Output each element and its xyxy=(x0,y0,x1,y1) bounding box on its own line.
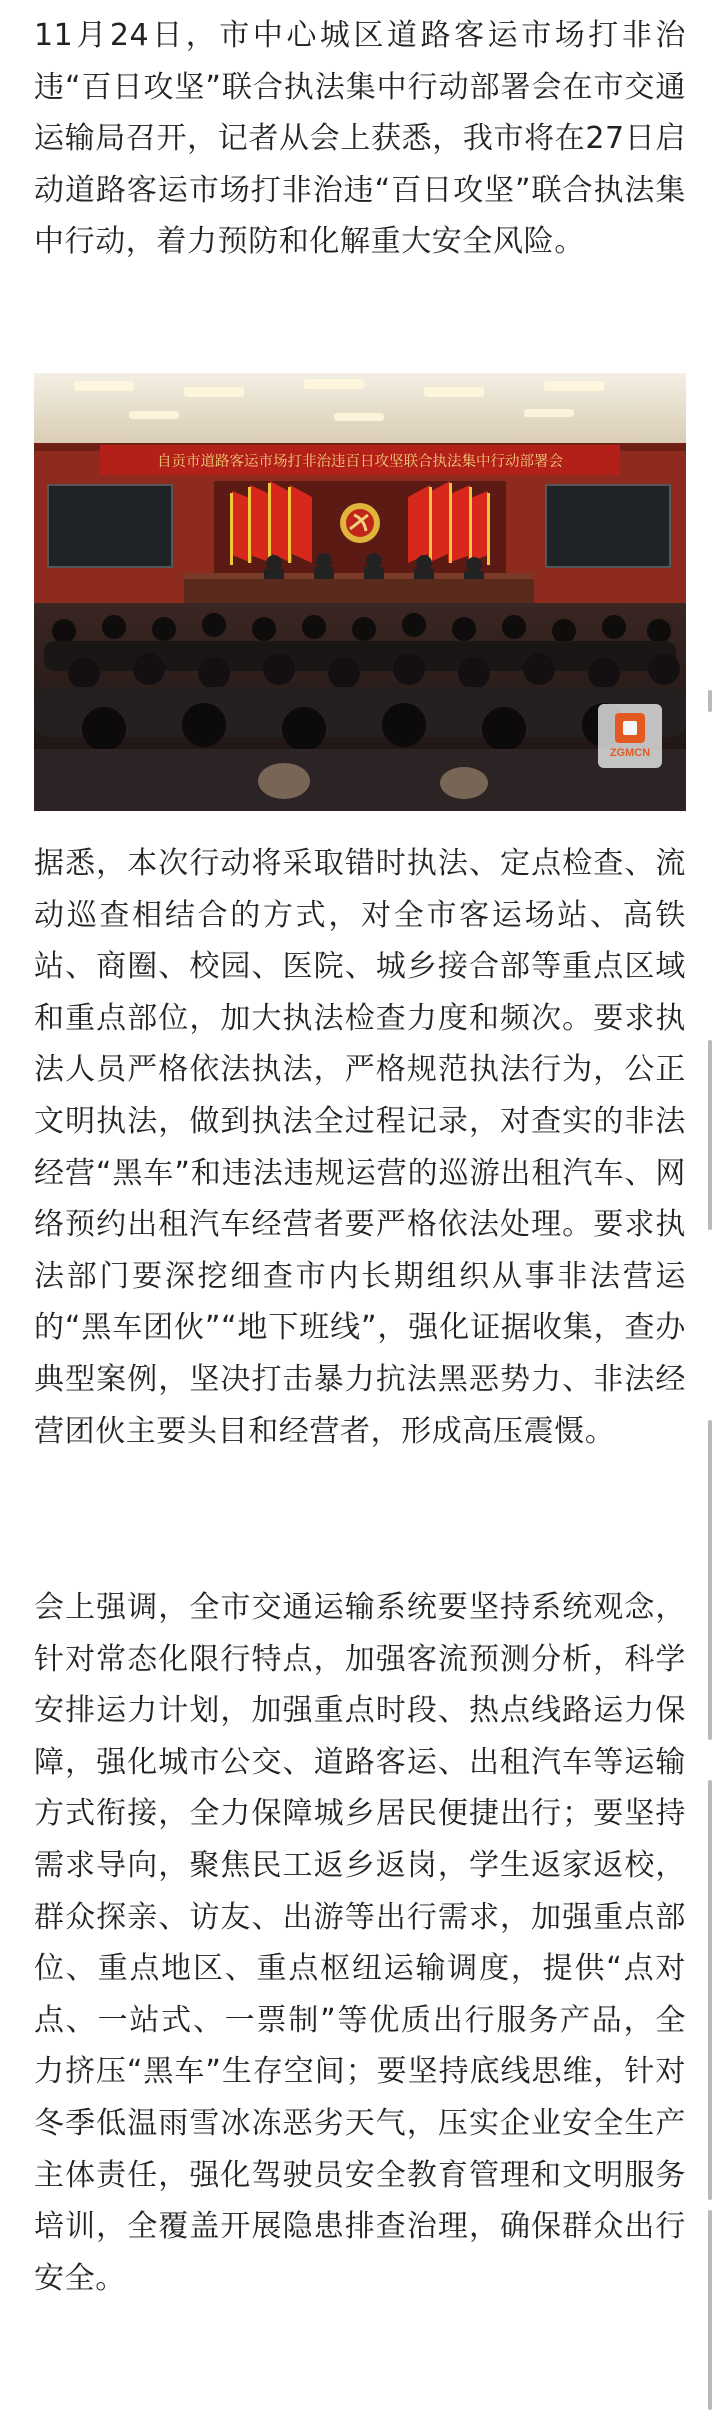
article-paragraph-2: 据悉，本次行动将采取错时执法、定点检查、流动巡查相结合的方式，对全市客运场站、高铁站、商圈、校园、医院、城乡接合部等重点区域和重点部位，加大执法检查力度和频次。要求执法人员严格依法执法，严格规范执法行为，公正文明执法，做到执法全过程记录，对查实的非法经营“黑车”和违法违规运营的巡游出租汽车、网络预约出租汽车经营者要严格依法处理。要求执法部门要深挖细查市内长期组织从事非法营运的“黑车团伙”“地下班线”，强化证据收集，查办典型案例，坚决打击暴力抗法黑恶势力、非法经营团伙主要头目和经营者，形成高压震慑。 xyxy=(34,846,686,1449)
scroll-indicator[interactable] xyxy=(708,1040,712,1230)
scroll-indicator[interactable] xyxy=(708,2210,712,2410)
article-paragraph-1: 11月24日，市中心城区道路客运市场打非治违“百日攻坚”联合执法集中行动部署会在市交通运输局召开，记者从会上获悉，我市将在27日启动道路客运市场打非治违“百日攻坚”联合执法集中行动，着力预防和化解重大安全风险。 xyxy=(34,18,686,260)
banner-text: 自贡市道路客运市场打非治违百日攻坚联合执法集中行动部署会 xyxy=(157,454,563,470)
article-paragraph-3: 会上强调，全市交通运输系统要坚持系统观念，针对常态化限行特点，加强客流预测分析，科学安排运力计划，加强重点时段、热点线路运力保障，强化城市公交、道路客运、出租汽车等运输方式衔接，全力保障城乡居民便捷出行；要坚持需求导向，聚焦民工返乡返岗，学生返家返校，群众探亲、访友、出游等出行需求，加强重点部位、重点地区、重点枢纽运输调度，提供“点对点、一站式、一票制”等优质出行服务产品，全力挤压“黑车”生存空间；要坚持底线思维，针对冬季低温雨雪冰冻恶劣天气，压实企业安全生产主体责任，强化驾驶员安全教育管理和文明服务培训，全覆盖开展隐患排查治理，确保群众出行安全。 xyxy=(34,1590,686,2296)
watermark-icon xyxy=(615,713,645,743)
scroll-indicator[interactable] xyxy=(708,690,712,712)
watermark-logo xyxy=(598,704,662,768)
meeting-photo xyxy=(34,373,686,811)
watermark-text: ZGMCN xyxy=(609,747,651,759)
scroll-indicator[interactable] xyxy=(708,1780,712,2200)
scroll-indicator[interactable] xyxy=(708,1420,712,1740)
